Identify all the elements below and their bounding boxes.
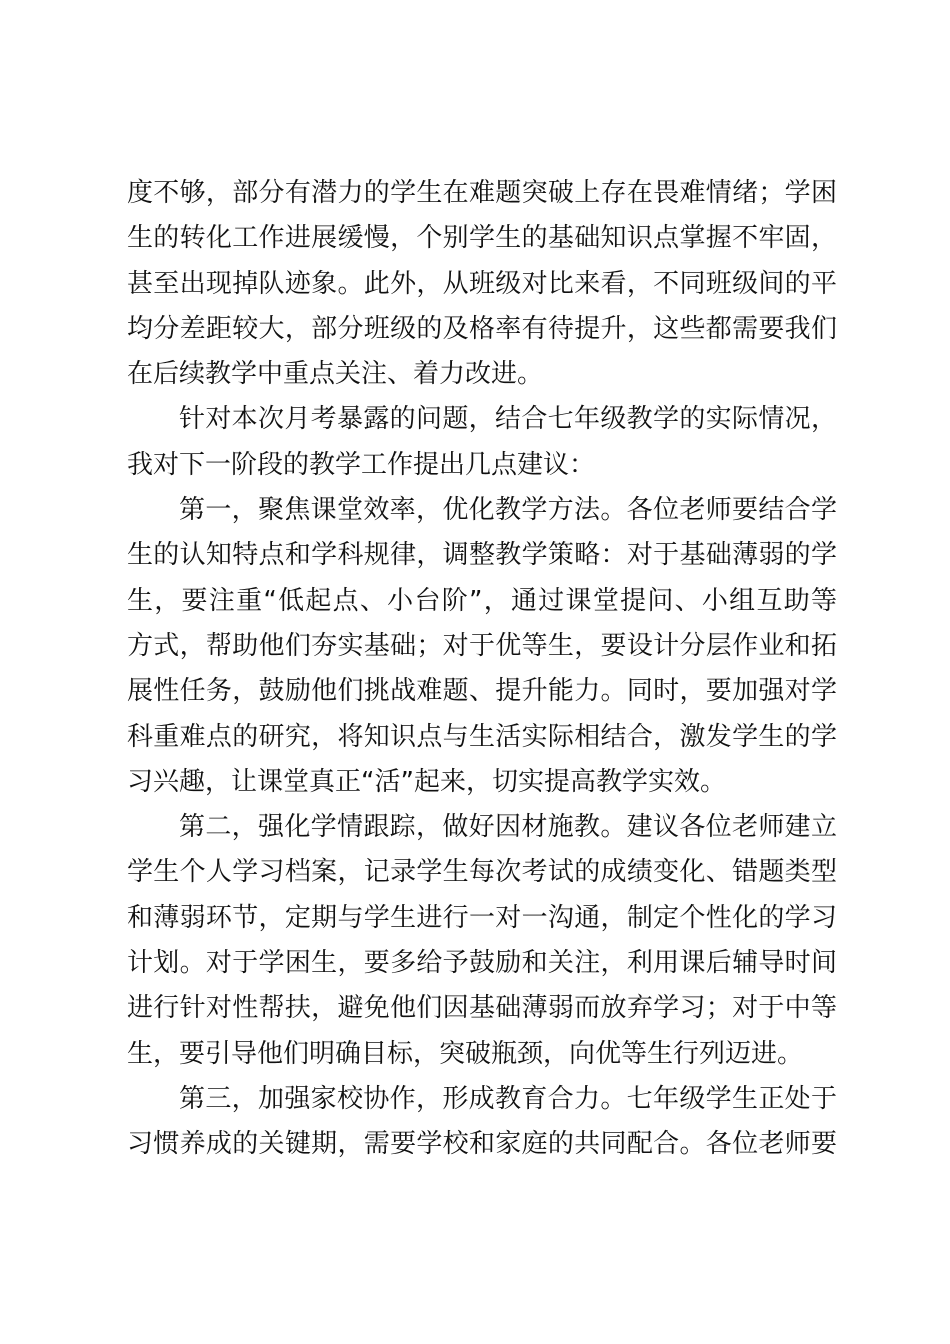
text-line: 学生个人学习档案，记录学生每次考试的成绩变化、错题类型 (127, 857, 837, 888)
paragraph-first-line: 第三，加强家校协作，形成教育合力。七年级学生正处于 (179, 1083, 837, 1114)
text-line: 习惯养成的关键期，需要学校和家庭的共同配合。各位老师要 (127, 1129, 837, 1160)
text-line: 生，要引导他们明确目标，突破瓶颈，向优等生行列迈进。 (127, 1038, 804, 1069)
text-line: 生，要注重“低起点、小台阶”，通过课堂提问、小组互助等 (127, 585, 837, 616)
text-line: 在后续教学中重点关注、着力改进。 (127, 359, 544, 390)
text-line: 均分差距较大，部分班级的及格率有待提升，这些都需要我们 (127, 313, 837, 344)
text-line: 生的转化工作进展缓慢，个别学生的基础知识点掌握不牢固， (127, 223, 837, 254)
text-line: 科重难点的研究，将知识点与生活实际相结合，激发学生的学 (127, 721, 837, 752)
text-line: 方式，帮助他们夯实基础；对于优等生，要设计分层作业和拓 (127, 630, 837, 661)
text-line: 和薄弱环节，定期与学生进行一对一沟通，制定个性化的学习 (127, 902, 837, 933)
text-line: 甚至出现掉队迹象。此外，从班级对比来看，不同班级间的平 (127, 268, 837, 299)
text-line: 展性任务，鼓励他们挑战难题、提升能力。同时，要加强对学 (127, 676, 837, 707)
text-line: 度不够，部分有潜力的学生在难题突破上存在畏难情绪；学困 (127, 178, 837, 208)
text-line: 进行针对性帮扶，避免他们因基础薄弱而放弃学习；对于中等 (127, 993, 837, 1024)
text-line: 习兴趣，让课堂真正“活”起来，切实提高教学实效。 (127, 766, 726, 797)
paragraph-first-line: 针对本次月考暴露的问题，结合七年级教学的实际情况， (179, 404, 837, 435)
text-line: 生的认知特点和学科规律，调整教学策略：对于基础薄弱的学 (127, 540, 837, 571)
body-text (127, 171, 837, 1168)
text-line: 我对下一阶段的教学工作提出几点建议： (127, 449, 596, 480)
paragraph-first-line: 第二，强化学情跟踪，做好因材施教。建议各位老师建立 (179, 812, 837, 843)
paragraph-first-line: 第一，聚焦课堂效率，优化教学方法。各位老师要结合学 (179, 495, 837, 526)
text-line: 计划。对于学困生，要多给予鼓励和关注，利用课后辅导时间 (127, 948, 837, 979)
